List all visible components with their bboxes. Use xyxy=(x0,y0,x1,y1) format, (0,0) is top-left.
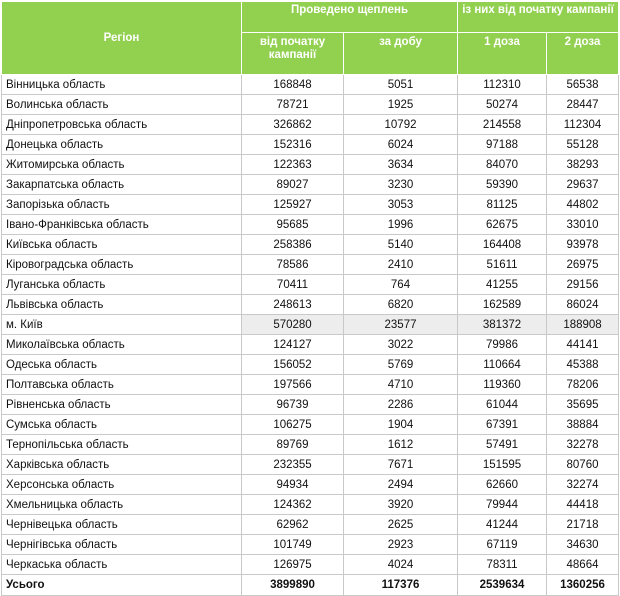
total-since-start: 3899890 xyxy=(242,575,344,596)
dose1-cell: 119360 xyxy=(458,375,547,395)
dose1-cell: 41244 xyxy=(458,515,547,535)
per-day-cell: 2923 xyxy=(344,535,458,555)
per-day-column-header: за добу xyxy=(344,33,458,75)
per-day-cell: 1925 xyxy=(344,95,458,115)
per-day-cell: 4710 xyxy=(344,375,458,395)
region-cell: Черкаська область xyxy=(2,555,242,575)
dose1-cell: 67391 xyxy=(458,415,547,435)
dose1-cell: 51611 xyxy=(458,255,547,275)
dose2-cell: 55128 xyxy=(547,135,619,155)
dose1-cell: 110664 xyxy=(458,355,547,375)
per-day-cell: 23577 xyxy=(344,315,458,335)
dose1-cell: 41255 xyxy=(458,275,547,295)
since-start-cell: 62962 xyxy=(242,515,344,535)
since-start-cell: 124362 xyxy=(242,495,344,515)
per-day-cell: 5051 xyxy=(344,75,458,95)
since-start-cell: 125927 xyxy=(242,195,344,215)
region-cell: Сумська область xyxy=(2,415,242,435)
dose1-cell: 61044 xyxy=(458,395,547,415)
dose1-cell: 62675 xyxy=(458,215,547,235)
table-row xyxy=(2,335,619,355)
region-cell: Вінницька область xyxy=(2,75,242,95)
since-start-cell: 89769 xyxy=(242,435,344,455)
table-row xyxy=(2,555,619,575)
table-row xyxy=(2,215,619,235)
table-row xyxy=(2,235,619,255)
since-start-cell: 156052 xyxy=(242,355,344,375)
dose2-cell: 21718 xyxy=(547,515,619,535)
since-start-cell: 168848 xyxy=(242,75,344,95)
region-cell: Луганська область xyxy=(2,275,242,295)
per-day-cell: 3230 xyxy=(344,175,458,195)
table-row xyxy=(2,435,619,455)
dose2-cell: 188908 xyxy=(547,315,619,335)
per-day-cell: 4024 xyxy=(344,555,458,575)
dose1-cell: 381372 xyxy=(458,315,547,335)
dose1-column-header: 1 доза xyxy=(458,33,547,75)
table-row xyxy=(2,115,619,135)
dose2-cell: 29637 xyxy=(547,175,619,195)
since-start-cell: 106275 xyxy=(242,415,344,435)
per-day-cell: 2494 xyxy=(344,475,458,495)
since-start-column-header: від початку кампанії xyxy=(242,33,344,75)
region-cell: Закарпатська область xyxy=(2,175,242,195)
region-cell: Хмельницька область xyxy=(2,495,242,515)
region-cell: Чернівецька область xyxy=(2,515,242,535)
dose1-cell: 164408 xyxy=(458,235,547,255)
total-label: Усього xyxy=(2,575,242,596)
table-row xyxy=(2,295,619,315)
of-them-since-start-header: із них від початку кампанії xyxy=(458,2,619,33)
dose1-cell: 84070 xyxy=(458,155,547,175)
table-row xyxy=(2,75,619,95)
region-cell: Чернігівська область xyxy=(2,535,242,555)
dose2-cell: 44802 xyxy=(547,195,619,215)
dose2-cell: 38293 xyxy=(547,155,619,175)
table-row xyxy=(2,535,619,555)
region-cell: Херсонська область xyxy=(2,475,242,495)
table-row xyxy=(2,515,619,535)
per-day-cell: 7671 xyxy=(344,455,458,475)
table-row xyxy=(2,175,619,195)
per-day-cell: 3053 xyxy=(344,195,458,215)
dose2-cell: 38884 xyxy=(547,415,619,435)
region-cell: Миколаївська область xyxy=(2,335,242,355)
vaccination-table xyxy=(1,1,619,596)
per-day-cell: 2625 xyxy=(344,515,458,535)
dose2-cell: 32278 xyxy=(547,435,619,455)
since-start-cell: 78721 xyxy=(242,95,344,115)
per-day-cell: 3920 xyxy=(344,495,458,515)
table-row xyxy=(2,355,619,375)
per-day-cell: 5769 xyxy=(344,355,458,375)
vaccinations-done-header: Проведено щеплень xyxy=(242,2,458,33)
per-day-cell: 2286 xyxy=(344,395,458,415)
region-cell: Житомирська область xyxy=(2,155,242,175)
table-row xyxy=(2,95,619,115)
since-start-cell: 96739 xyxy=(242,395,344,415)
region-cell: Івано-Франківська область xyxy=(2,215,242,235)
per-day-cell: 3634 xyxy=(344,155,458,175)
per-day-cell: 764 xyxy=(344,275,458,295)
per-day-cell: 1904 xyxy=(344,415,458,435)
since-start-cell: 78586 xyxy=(242,255,344,275)
dose2-column-header: 2 доза xyxy=(547,33,619,75)
since-start-cell: 126975 xyxy=(242,555,344,575)
table-row xyxy=(2,135,619,155)
since-start-cell: 95685 xyxy=(242,215,344,235)
region-cell: Київська область xyxy=(2,235,242,255)
dose1-cell: 50274 xyxy=(458,95,547,115)
dose2-cell: 44418 xyxy=(547,495,619,515)
dose2-cell: 48664 xyxy=(547,555,619,575)
since-start-cell: 326862 xyxy=(242,115,344,135)
region-cell: Одеська область xyxy=(2,355,242,375)
table-row xyxy=(2,275,619,295)
per-day-cell: 1996 xyxy=(344,215,458,235)
total-per-day: 117376 xyxy=(344,575,458,596)
table-header xyxy=(2,2,619,75)
region-cell: Кіровоградська область xyxy=(2,255,242,275)
total-dose2: 1360256 xyxy=(547,575,619,596)
total-dose1: 2539634 xyxy=(458,575,547,596)
dose2-cell: 44141 xyxy=(547,335,619,355)
since-start-cell: 94934 xyxy=(242,475,344,495)
dose2-cell: 29156 xyxy=(547,275,619,295)
per-day-cell: 5140 xyxy=(344,235,458,255)
per-day-cell: 6820 xyxy=(344,295,458,315)
dose2-cell: 26975 xyxy=(547,255,619,275)
region-cell: Дніпропетровська область xyxy=(2,115,242,135)
since-start-cell: 248613 xyxy=(242,295,344,315)
since-start-cell: 70411 xyxy=(242,275,344,295)
per-day-cell: 10792 xyxy=(344,115,458,135)
dose1-cell: 214558 xyxy=(458,115,547,135)
table-row xyxy=(2,495,619,515)
table-row xyxy=(2,455,619,475)
dose1-cell: 62660 xyxy=(458,475,547,495)
table-row xyxy=(2,155,619,175)
dose2-cell: 45388 xyxy=(547,355,619,375)
dose2-cell: 28447 xyxy=(547,95,619,115)
table-row xyxy=(2,475,619,495)
dose1-cell: 112310 xyxy=(458,75,547,95)
dose1-cell: 59390 xyxy=(458,175,547,195)
region-cell: Полтавська область xyxy=(2,375,242,395)
per-day-cell: 6024 xyxy=(344,135,458,155)
dose1-cell: 97188 xyxy=(458,135,547,155)
region-cell: Волинська область xyxy=(2,95,242,115)
dose2-cell: 86024 xyxy=(547,295,619,315)
dose2-cell: 33010 xyxy=(547,215,619,235)
dose2-cell: 32274 xyxy=(547,475,619,495)
region-cell: м. Київ xyxy=(2,315,242,335)
dose2-cell: 78206 xyxy=(547,375,619,395)
since-start-cell: 258386 xyxy=(242,235,344,255)
dose1-cell: 81125 xyxy=(458,195,547,215)
since-start-cell: 570280 xyxy=(242,315,344,335)
region-cell: Харківська область xyxy=(2,455,242,475)
table-row xyxy=(2,315,619,335)
dose1-cell: 78311 xyxy=(458,555,547,575)
dose1-cell: 79944 xyxy=(458,495,547,515)
dose2-cell: 80760 xyxy=(547,455,619,475)
dose1-cell: 162589 xyxy=(458,295,547,315)
table-row xyxy=(2,395,619,415)
region-column-header: Регіон xyxy=(2,2,242,75)
table-row xyxy=(2,375,619,395)
per-day-cell: 3022 xyxy=(344,335,458,355)
since-start-cell: 152316 xyxy=(242,135,344,155)
per-day-cell: 1612 xyxy=(344,435,458,455)
dose2-cell: 112304 xyxy=(547,115,619,135)
dose2-cell: 34630 xyxy=(547,535,619,555)
since-start-cell: 197566 xyxy=(242,375,344,395)
table-row xyxy=(2,195,619,215)
total-row xyxy=(2,575,619,596)
table-body xyxy=(2,75,619,596)
since-start-cell: 101749 xyxy=(242,535,344,555)
region-cell: Запорізька область xyxy=(2,195,242,215)
dose1-cell: 79986 xyxy=(458,335,547,355)
dose1-cell: 67119 xyxy=(458,535,547,555)
since-start-cell: 122363 xyxy=(242,155,344,175)
region-cell: Донецька область xyxy=(2,135,242,155)
since-start-cell: 124127 xyxy=(242,335,344,355)
region-cell: Львівська область xyxy=(2,295,242,315)
dose1-cell: 57491 xyxy=(458,435,547,455)
since-start-cell: 232355 xyxy=(242,455,344,475)
table-row xyxy=(2,415,619,435)
dose2-cell: 35695 xyxy=(547,395,619,415)
dose1-cell: 151595 xyxy=(458,455,547,475)
since-start-cell: 89027 xyxy=(242,175,344,195)
region-cell: Тернопільська область xyxy=(2,435,242,455)
dose2-cell: 93978 xyxy=(547,235,619,255)
dose2-cell: 56538 xyxy=(547,75,619,95)
region-cell: Рівненська область xyxy=(2,395,242,415)
table-row xyxy=(2,255,619,275)
per-day-cell: 2410 xyxy=(344,255,458,275)
